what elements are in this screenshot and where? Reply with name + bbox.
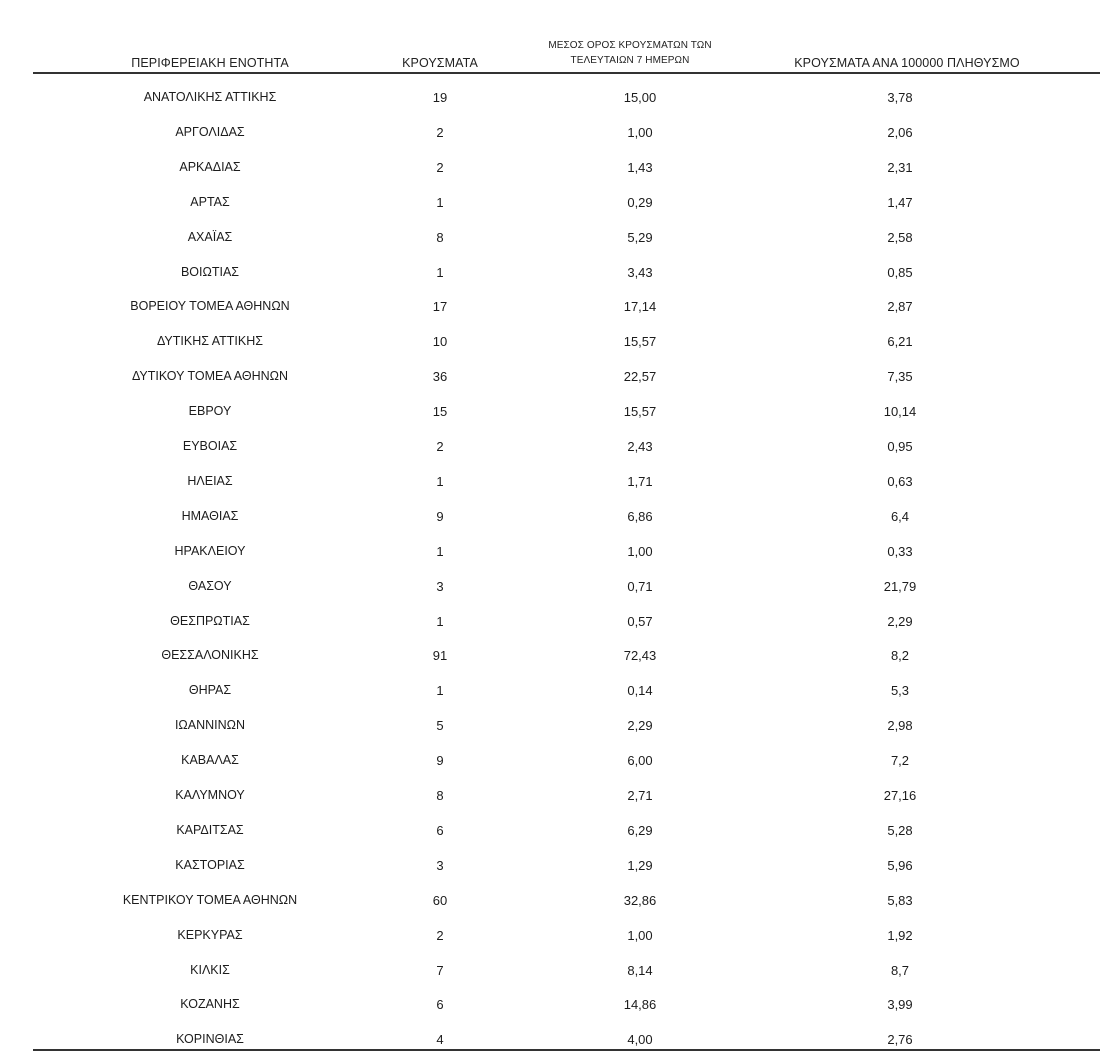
cases-per-100k-cell: 7,2 bbox=[890, 753, 910, 769]
seven-day-average-cell: 1,71 bbox=[627, 473, 653, 489]
cases-cell: 9 bbox=[436, 508, 444, 524]
header-cases-per-100k: ΚΡΟΥΣΜΑΤΑ ΑΝΑ 100000 ΠΛΗΘΥΣΜΟ bbox=[794, 56, 1020, 70]
header-cases: ΚΡΟΥΣΜΑΤΑ bbox=[402, 56, 478, 70]
table-row bbox=[0, 536, 1100, 571]
header-region: ΠΕΡΙΦΕΡΕΙΑΚΗ ΕΝΟΤΗΤΑ bbox=[131, 56, 289, 70]
cases-per-100k-cell: 2,87 bbox=[887, 299, 913, 315]
region-cell: ΚΟΡΙΝΘΙΑΣ bbox=[176, 1032, 244, 1046]
table-row bbox=[0, 117, 1100, 152]
seven-day-average-cell: 32,86 bbox=[623, 892, 657, 908]
seven-day-average-cell: 0,14 bbox=[627, 683, 653, 699]
seven-day-average-cell: 6,00 bbox=[627, 753, 653, 769]
seven-day-average-cell: 5,29 bbox=[627, 229, 653, 245]
seven-day-average-cell: 0,71 bbox=[627, 578, 653, 594]
region-cell: ΗΜΑΘΙΑΣ bbox=[181, 508, 239, 523]
table-row bbox=[0, 501, 1100, 536]
seven-day-average-cell: 1,29 bbox=[627, 857, 653, 873]
cases-per-100k-cell: 5,96 bbox=[887, 857, 913, 873]
region-cell: ΘΗΡΑΣ bbox=[188, 683, 232, 698]
cases-cell: 3 bbox=[436, 857, 444, 873]
cases-per-100k-cell: 8,2 bbox=[890, 648, 910, 664]
region-cell: ΙΩΑΝΝΙΝΩΝ bbox=[174, 718, 246, 733]
cases-cell: 1 bbox=[436, 473, 444, 489]
cases-per-100k-cell: 1,92 bbox=[887, 927, 913, 943]
cases-cell: 7 bbox=[436, 962, 444, 978]
table-row bbox=[0, 431, 1100, 466]
table-row bbox=[0, 815, 1100, 850]
header-seven-day-average-line1: ΜΕΣΟΣ ΟΡΟΣ ΚΡΟΥΣΜΑΤΩΝ ΤΩΝ bbox=[548, 40, 712, 51]
header-seven-day-average bbox=[520, 38, 740, 68]
seven-day-average-cell: 14,86 bbox=[623, 997, 657, 1013]
table-row bbox=[0, 571, 1100, 606]
cases-per-100k-cell: 3,78 bbox=[887, 90, 913, 105]
cases-cell: 2 bbox=[436, 124, 444, 140]
region-cell: ΗΡΑΚΛΕΙΟΥ bbox=[174, 543, 246, 558]
cases-cell: 2 bbox=[436, 927, 444, 943]
table-row bbox=[0, 955, 1100, 990]
cases-per-100k-cell: 5,83 bbox=[887, 892, 913, 908]
table-row bbox=[0, 466, 1100, 501]
cases-per-100k-cell: 0,95 bbox=[887, 439, 913, 454]
seven-day-average-cell: 1,00 bbox=[627, 927, 653, 943]
cases-cell: 17 bbox=[432, 299, 448, 315]
cases-per-100k-cell: 1,47 bbox=[887, 194, 913, 210]
seven-day-average-cell: 17,14 bbox=[623, 299, 657, 315]
cases-per-100k-cell: 2,06 bbox=[887, 124, 913, 140]
cases-cell: 6 bbox=[436, 997, 444, 1013]
table-row bbox=[0, 152, 1100, 187]
seven-day-average-cell: 1,43 bbox=[627, 159, 653, 175]
cases-cell: 8 bbox=[436, 229, 444, 245]
header-divider bbox=[33, 72, 1100, 74]
cases-per-100k-cell: 6,4 bbox=[890, 508, 910, 524]
cases-cell: 2 bbox=[436, 439, 444, 454]
region-cell: ΚΑΣΤΟΡΙΑΣ bbox=[175, 857, 245, 872]
table-row bbox=[0, 745, 1100, 780]
region-cell: ΚΑΛΥΜΝΟΥ bbox=[175, 788, 245, 802]
table-row bbox=[0, 675, 1100, 710]
table-row bbox=[0, 885, 1100, 920]
cases-per-100k-cell: 2,58 bbox=[887, 229, 913, 245]
cases-per-100k-cell: 2,76 bbox=[887, 1032, 913, 1046]
table-row bbox=[0, 257, 1100, 292]
cases-cell: 1 bbox=[436, 264, 444, 280]
cases-per-100k-cell: 0,63 bbox=[887, 473, 913, 489]
seven-day-average-cell: 4,00 bbox=[627, 1032, 653, 1046]
cases-cell: 15 bbox=[432, 404, 448, 420]
cases-cell: 8 bbox=[436, 788, 444, 803]
cases-cell: 6 bbox=[436, 822, 444, 838]
seven-day-average-cell: 72,43 bbox=[623, 648, 657, 664]
region-cell: ΗΛΕΙΑΣ bbox=[187, 473, 233, 488]
region-cell: ΘΑΣΟΥ bbox=[188, 578, 232, 593]
table-row bbox=[0, 606, 1100, 641]
region-cell: ΚΕΝΤΡΙΚΟΥ ΤΟΜΕΑ ΑΘΗΝΩΝ bbox=[122, 892, 298, 907]
cases-per-100k-cell: 5,28 bbox=[887, 822, 913, 838]
cases-cell: 1 bbox=[436, 543, 444, 559]
region-cell: ΘΕΣΠΡΩΤΙΑΣ bbox=[170, 613, 250, 628]
cases-per-100k-cell: 3,99 bbox=[887, 997, 913, 1013]
seven-day-average-cell: 2,43 bbox=[627, 439, 653, 454]
cases-cell: 1 bbox=[436, 613, 444, 629]
seven-day-average-cell: 3,43 bbox=[627, 264, 653, 280]
table-row bbox=[0, 396, 1100, 431]
region-cell: ΚΙΛΚΙΣ bbox=[190, 962, 230, 977]
seven-day-average-cell: 2,29 bbox=[627, 718, 653, 734]
cases-cell: 36 bbox=[432, 369, 448, 385]
cases-per-100k-cell: 6,21 bbox=[887, 334, 913, 350]
table-row bbox=[0, 82, 1100, 117]
cases-per-100k-cell: 2,31 bbox=[887, 159, 913, 175]
region-cell: ΚΟΖΑΝΗΣ bbox=[180, 997, 240, 1012]
seven-day-average-cell: 6,29 bbox=[627, 822, 653, 838]
cases-per-100k-cell: 21,79 bbox=[883, 578, 917, 594]
region-cell: ΑΡΓΟΛΙΔΑΣ bbox=[175, 124, 245, 139]
region-cell: ΑΡΚΑΔΙΑΣ bbox=[179, 159, 241, 174]
cases-per-100k-cell: 2,29 bbox=[887, 613, 913, 629]
region-cell: ΔΥΤΙΚΗΣ ΑΤΤΙΚΗΣ bbox=[157, 334, 263, 349]
footer-divider bbox=[33, 1049, 1100, 1051]
table-row bbox=[0, 291, 1100, 326]
seven-day-average-cell: 0,57 bbox=[627, 613, 653, 629]
region-cell: ΑΧΑΪΑΣ bbox=[187, 229, 233, 244]
header-seven-day-average-line2: ΤΕΛΕΥΤΑΙΩΝ 7 ΗΜΕΡΩΝ bbox=[570, 55, 690, 66]
seven-day-average-cell: 2,71 bbox=[627, 788, 653, 803]
cases-cell: 2 bbox=[436, 159, 444, 175]
region-cell: ΑΝΑΤΟΛΙΚΗΣ ΑΤΤΙΚΗΣ bbox=[143, 90, 277, 104]
table-row bbox=[0, 920, 1100, 955]
table-header bbox=[0, 30, 1100, 74]
region-cell: ΚΑΒΑΛΑΣ bbox=[181, 753, 239, 768]
seven-day-average-cell: 6,86 bbox=[627, 508, 653, 524]
cases-per-100k-cell: 2,98 bbox=[887, 718, 913, 734]
cases-cell: 5 bbox=[436, 718, 444, 734]
table-row bbox=[0, 1024, 1100, 1046]
table-row bbox=[0, 710, 1100, 745]
seven-day-average-cell: 0,29 bbox=[627, 194, 653, 210]
cases-cell: 10 bbox=[432, 334, 448, 350]
seven-day-average-cell: 15,57 bbox=[623, 334, 657, 350]
region-cell: ΘΕΣΣΑΛΟΝΙΚΗΣ bbox=[161, 648, 259, 663]
cases-per-100k-cell: 7,35 bbox=[887, 369, 913, 385]
table-row bbox=[0, 989, 1100, 1024]
table-row bbox=[0, 187, 1100, 222]
cases-per-100k-cell: 8,7 bbox=[890, 962, 910, 978]
seven-day-average-cell: 15,57 bbox=[623, 404, 657, 420]
seven-day-average-cell: 1,00 bbox=[627, 543, 653, 559]
region-cell: ΒΟΙΩΤΙΑΣ bbox=[180, 264, 240, 279]
table-row bbox=[0, 640, 1100, 675]
table-body bbox=[0, 82, 1100, 1046]
cases-cell: 1 bbox=[436, 683, 444, 699]
seven-day-average-cell: 15,00 bbox=[623, 90, 657, 105]
cases-cell: 4 bbox=[436, 1032, 444, 1046]
region-cell: ΒΟΡΕΙΟΥ ΤΟΜΕΑ ΑΘΗΝΩΝ bbox=[130, 299, 290, 314]
cases-cell: 9 bbox=[436, 753, 444, 769]
seven-day-average-cell: 8,14 bbox=[627, 962, 653, 978]
cases-cell: 91 bbox=[432, 648, 448, 664]
cases-per-100k-cell: 5,3 bbox=[890, 683, 910, 699]
cases-cell: 3 bbox=[436, 578, 444, 594]
cases-cell: 1 bbox=[436, 194, 444, 210]
region-cell: ΕΥΒΟΙΑΣ bbox=[182, 439, 238, 453]
seven-day-average-cell: 1,00 bbox=[627, 124, 653, 140]
region-cell: ΚΕΡΚΥΡΑΣ bbox=[177, 927, 243, 942]
table-row bbox=[0, 850, 1100, 885]
table-row bbox=[0, 780, 1100, 815]
region-cell: ΚΑΡΔΙΤΣΑΣ bbox=[176, 822, 244, 837]
cases-per-100k-cell: 0,33 bbox=[887, 543, 913, 559]
cases-cell: 60 bbox=[432, 892, 448, 908]
cases-per-100k-cell: 27,16 bbox=[883, 788, 917, 803]
region-cell: ΔΥΤΙΚΟΥ ΤΟΜΕΑ ΑΘΗΝΩΝ bbox=[131, 369, 289, 384]
region-cell: ΑΡΤΑΣ bbox=[190, 194, 230, 209]
table-row bbox=[0, 222, 1100, 257]
cases-per-100k-cell: 0,85 bbox=[887, 264, 913, 280]
region-cell: ΕΒΡΟΥ bbox=[188, 404, 232, 419]
cases-per-100k-cell: 10,14 bbox=[883, 404, 917, 420]
table-row bbox=[0, 326, 1100, 361]
seven-day-average-cell: 22,57 bbox=[623, 369, 657, 385]
table-row bbox=[0, 361, 1100, 396]
cases-cell: 19 bbox=[432, 90, 448, 105]
